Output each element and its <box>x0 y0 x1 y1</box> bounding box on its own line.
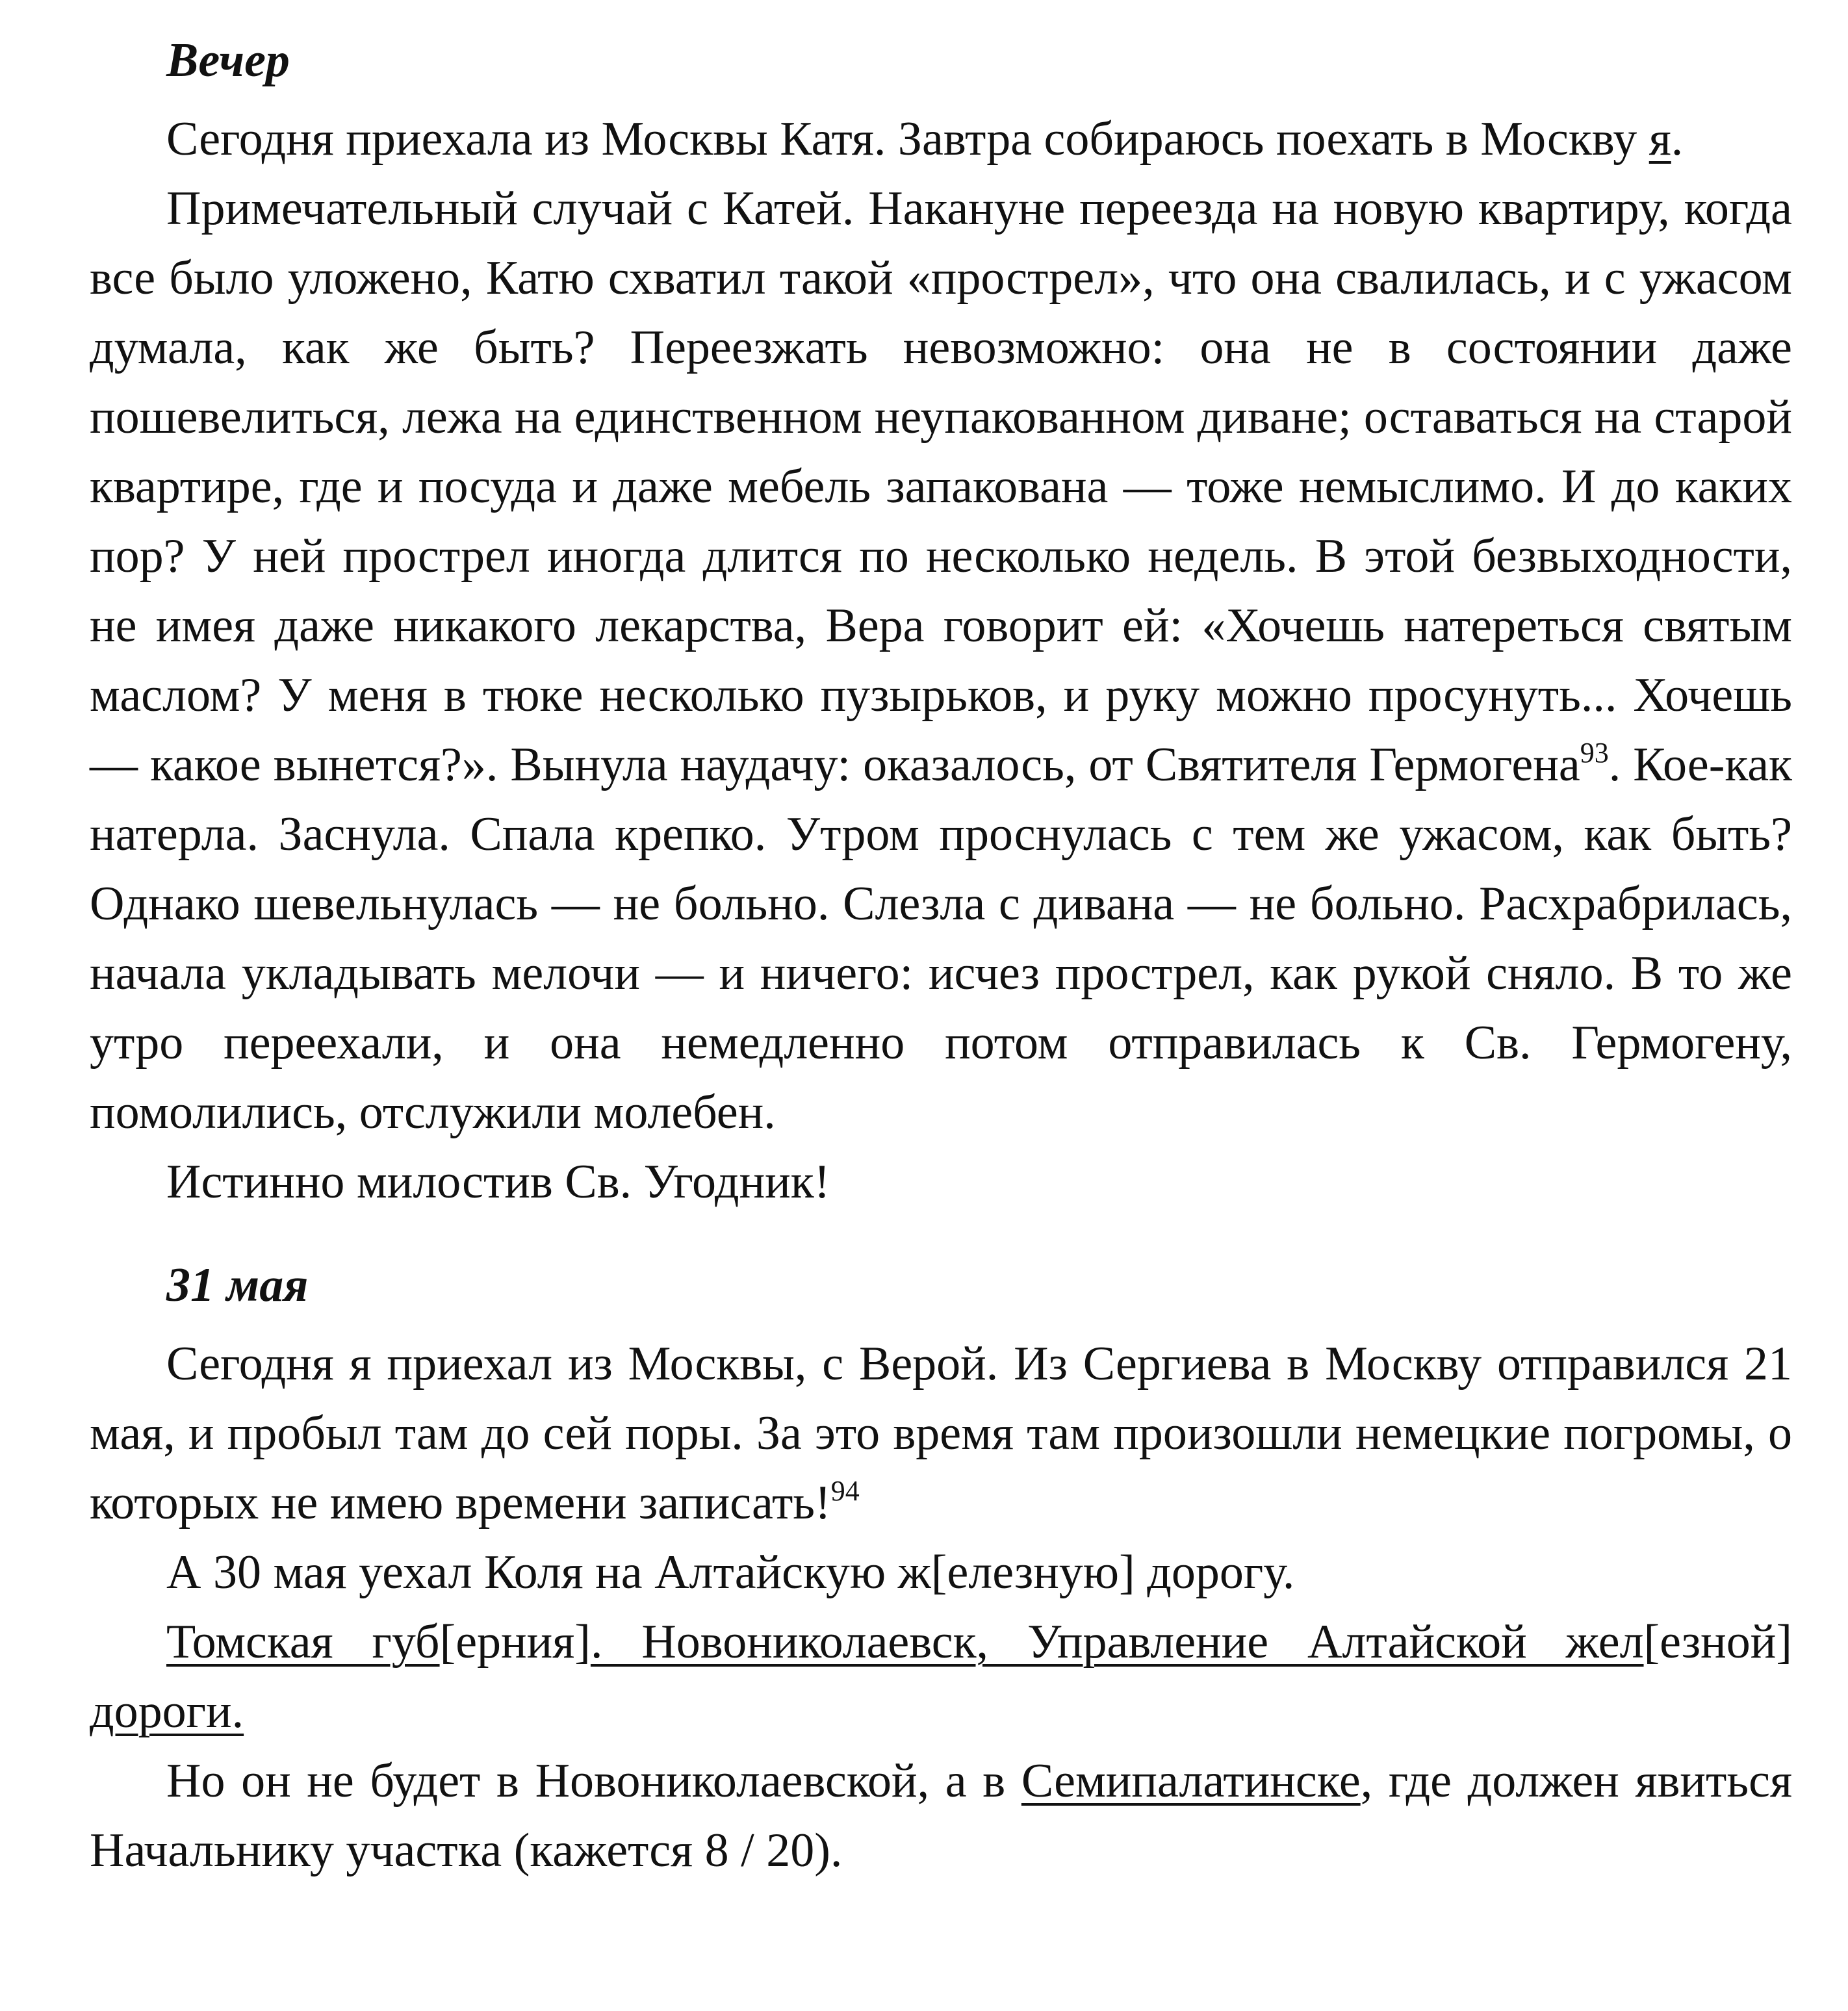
text-run: Но он не будет в Новониколаевской, а в <box>166 1754 1021 1808</box>
text-run: . <box>1671 112 1684 166</box>
entry-heading-date: 31 мая <box>166 1259 309 1312</box>
text-run: [езной] <box>1643 1615 1792 1669</box>
footnote-ref: 94 <box>830 1475 860 1507</box>
text-run: , где должен явиться Начальнику участка (кажется 8 / 20). <box>90 1754 1792 1877</box>
underlined-text: Семипалатинске <box>1021 1754 1361 1808</box>
paragraph: Истинно милостив Св. Угодник! <box>166 1155 830 1209</box>
paragraph <box>90 105 1792 174</box>
paragraph: А 30 мая уехал Коля на Алтайскую ж[елезную] дорогу. <box>166 1546 1295 1599</box>
underlined-text: я <box>1649 112 1671 166</box>
paragraph <box>90 174 1792 1147</box>
footnote-ref: 93 <box>1580 737 1609 769</box>
address-paragraph <box>90 1608 1792 1747</box>
text-run: [ерния] <box>439 1615 591 1669</box>
text-run: Сегодня я приехал из Москвы, с Верой. Из Сергиева в Москву отправился 21 мая, и пробыл там до сей поры. За это время там произошли немецкие погромы, о которых не имею времени записать! <box>90 1337 1792 1530</box>
diary-page <box>90 26 1792 1886</box>
underlined-text: Томская губ <box>166 1615 440 1669</box>
text-run: . Кое-как натерла. Заснула. Спала крепко. Утром проснулась с тем же ужасом, как быть? Однако шевельнулась — не больно. Слезла с дивана — не больно. Расхрабрилась, начала укладывать мелочи — и ничего: исчез прострел, как рукой сняло. В то же утро переехали, и она немедленно потом отправилась к Св. Гермогену, помолились, отслужили молебен. <box>90 738 1792 1139</box>
text-run: Сегодня приехала из Москвы Катя. Завтра собираюсь поехать в Москву <box>166 112 1649 166</box>
paragraph <box>90 1329 1792 1538</box>
entry-heading-evening: Вечер <box>166 34 290 87</box>
underlined-text: дороги. <box>90 1685 244 1738</box>
underlined-text: . Новониколаевск, Управление Алтайской жел <box>590 1615 1644 1669</box>
text-run: Примечательный случай с Катей. Накануне переезда на новую квартиру, когда все было уложено, Катю схватил такой «прострел», что она свалилась, и с ужасом думала, как же быть? Переезжать невозможно: она не в состоянии даже пошевелиться, лежа на единственном неупакованном диване; оставаться на старой квартире, где и посуда и даже мебель запакована — тоже немыслимо. И до каких пор? У ней прострел иногда длится по несколько недель. В этой безвыходности, не имея даже никакого лекарства, Вера говорит ей: «Хочешь натереться святым маслом? У меня в тюке несколько пузырьков, и руку можно просунуть... Хочешь — какое вынется?». Вынула наудачу: оказалось, от Святителя Гермогена <box>90 182 1792 791</box>
paragraph <box>90 1747 1792 1886</box>
